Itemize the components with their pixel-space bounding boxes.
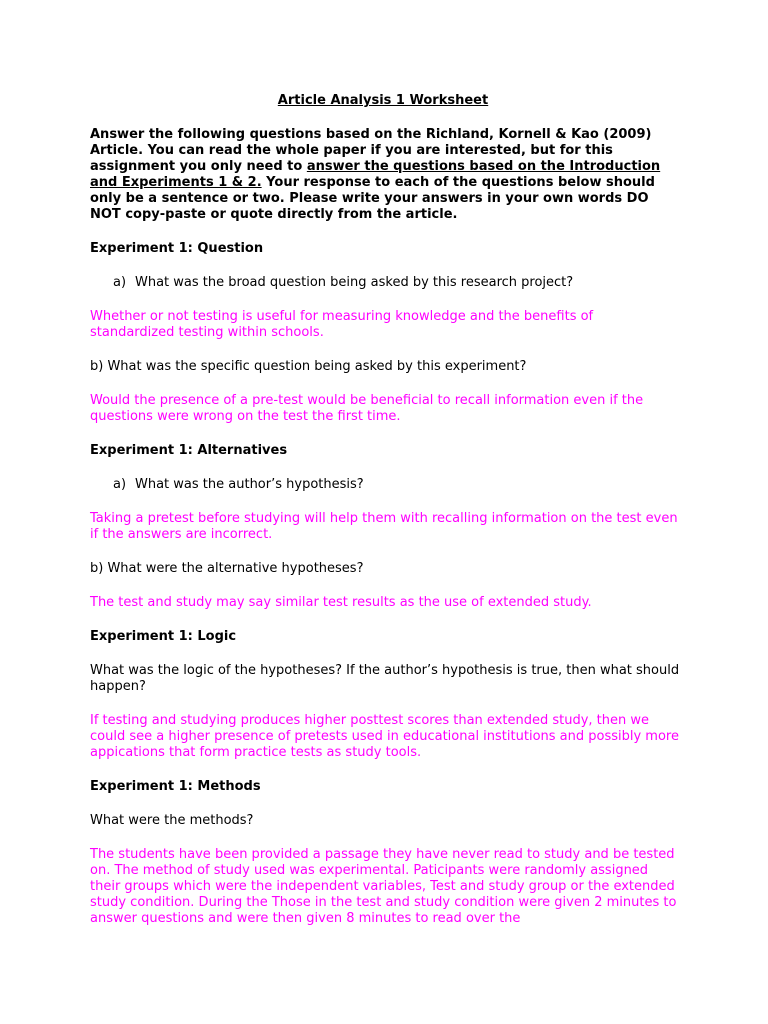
section-heading-alternatives: Experiment 1: Alternatives (90, 443, 288, 458)
question-text: What was the author’s hypothesis? (135, 477, 364, 492)
question-marker: a) (113, 477, 127, 492)
instructions-text-1: Answer the following questions based on the Richland, Kornell & Kao (2009) Article. You can read the whole paper if you are interested, but for this assignment you only need to (90, 127, 652, 174)
question-logic: What was the logic of the hypotheses? If the author’s hypothesis is true, then what should happen? (90, 663, 680, 694)
answer-broad: Whether or not testing is useful for measuring knowledge and the benefits of standardized testing within schools. (90, 309, 594, 340)
question-hypothesis (90, 477, 680, 493)
question-specific: b) What was the specific question being asked by this experiment? (90, 359, 527, 374)
section-heading-logic: Experiment 1: Logic (90, 629, 237, 644)
page-title: Article Analysis 1 Worksheet (277, 93, 489, 108)
answer-specific: Would the presence of a pre-test would be beneficial to recall information even if the questions were wrong on the test the first time. (90, 393, 644, 424)
instructions-paragraph (90, 127, 680, 223)
section-heading-question: Experiment 1: Question (90, 241, 264, 256)
section-heading-methods: Experiment 1: Methods (90, 779, 261, 794)
question-alternative-hypotheses: b) What were the alternative hypotheses? (90, 561, 364, 576)
question-methods: What were the methods? (90, 813, 254, 828)
instructions-underlined-text: answer the questions based on the Introduction and Experiments 1 & 2. (90, 159, 661, 190)
question-marker: a) (113, 275, 127, 290)
answer-methods: The students have been provided a passage they have never read to study and be tested on. The method of study used was experimental. Paticipants were randomly assigned their groups which were the independent variables, Test and study group or the extended study condition. During the Those in the test and study condition were given 2 minutes to answer questions and were then given 8 minutes to read over the (90, 847, 677, 926)
question-broad (90, 275, 680, 291)
answer-logic: If testing and studying produces higher posttest scores than extended study, then we could see a higher presence of pretests used in educational institutions and possibly more appications that form practice tests as study tools. (90, 713, 679, 760)
question-text: What was the broad question being asked by this research project? (135, 275, 574, 290)
instructions-text-2: Your response to each of the questions below should only be a sentence or two. Please write your answers in your own words DO NOT copy-paste or quote directly from the article. (90, 175, 655, 222)
answer-hypothesis: Taking a pretest before studying will help them with recalling information on the test even if the answers are incorrect. (90, 511, 678, 542)
answer-alternative-hypotheses: The test and study may say similar test results as the use of extended study. (90, 595, 592, 610)
worksheet-page (90, 93, 680, 945)
